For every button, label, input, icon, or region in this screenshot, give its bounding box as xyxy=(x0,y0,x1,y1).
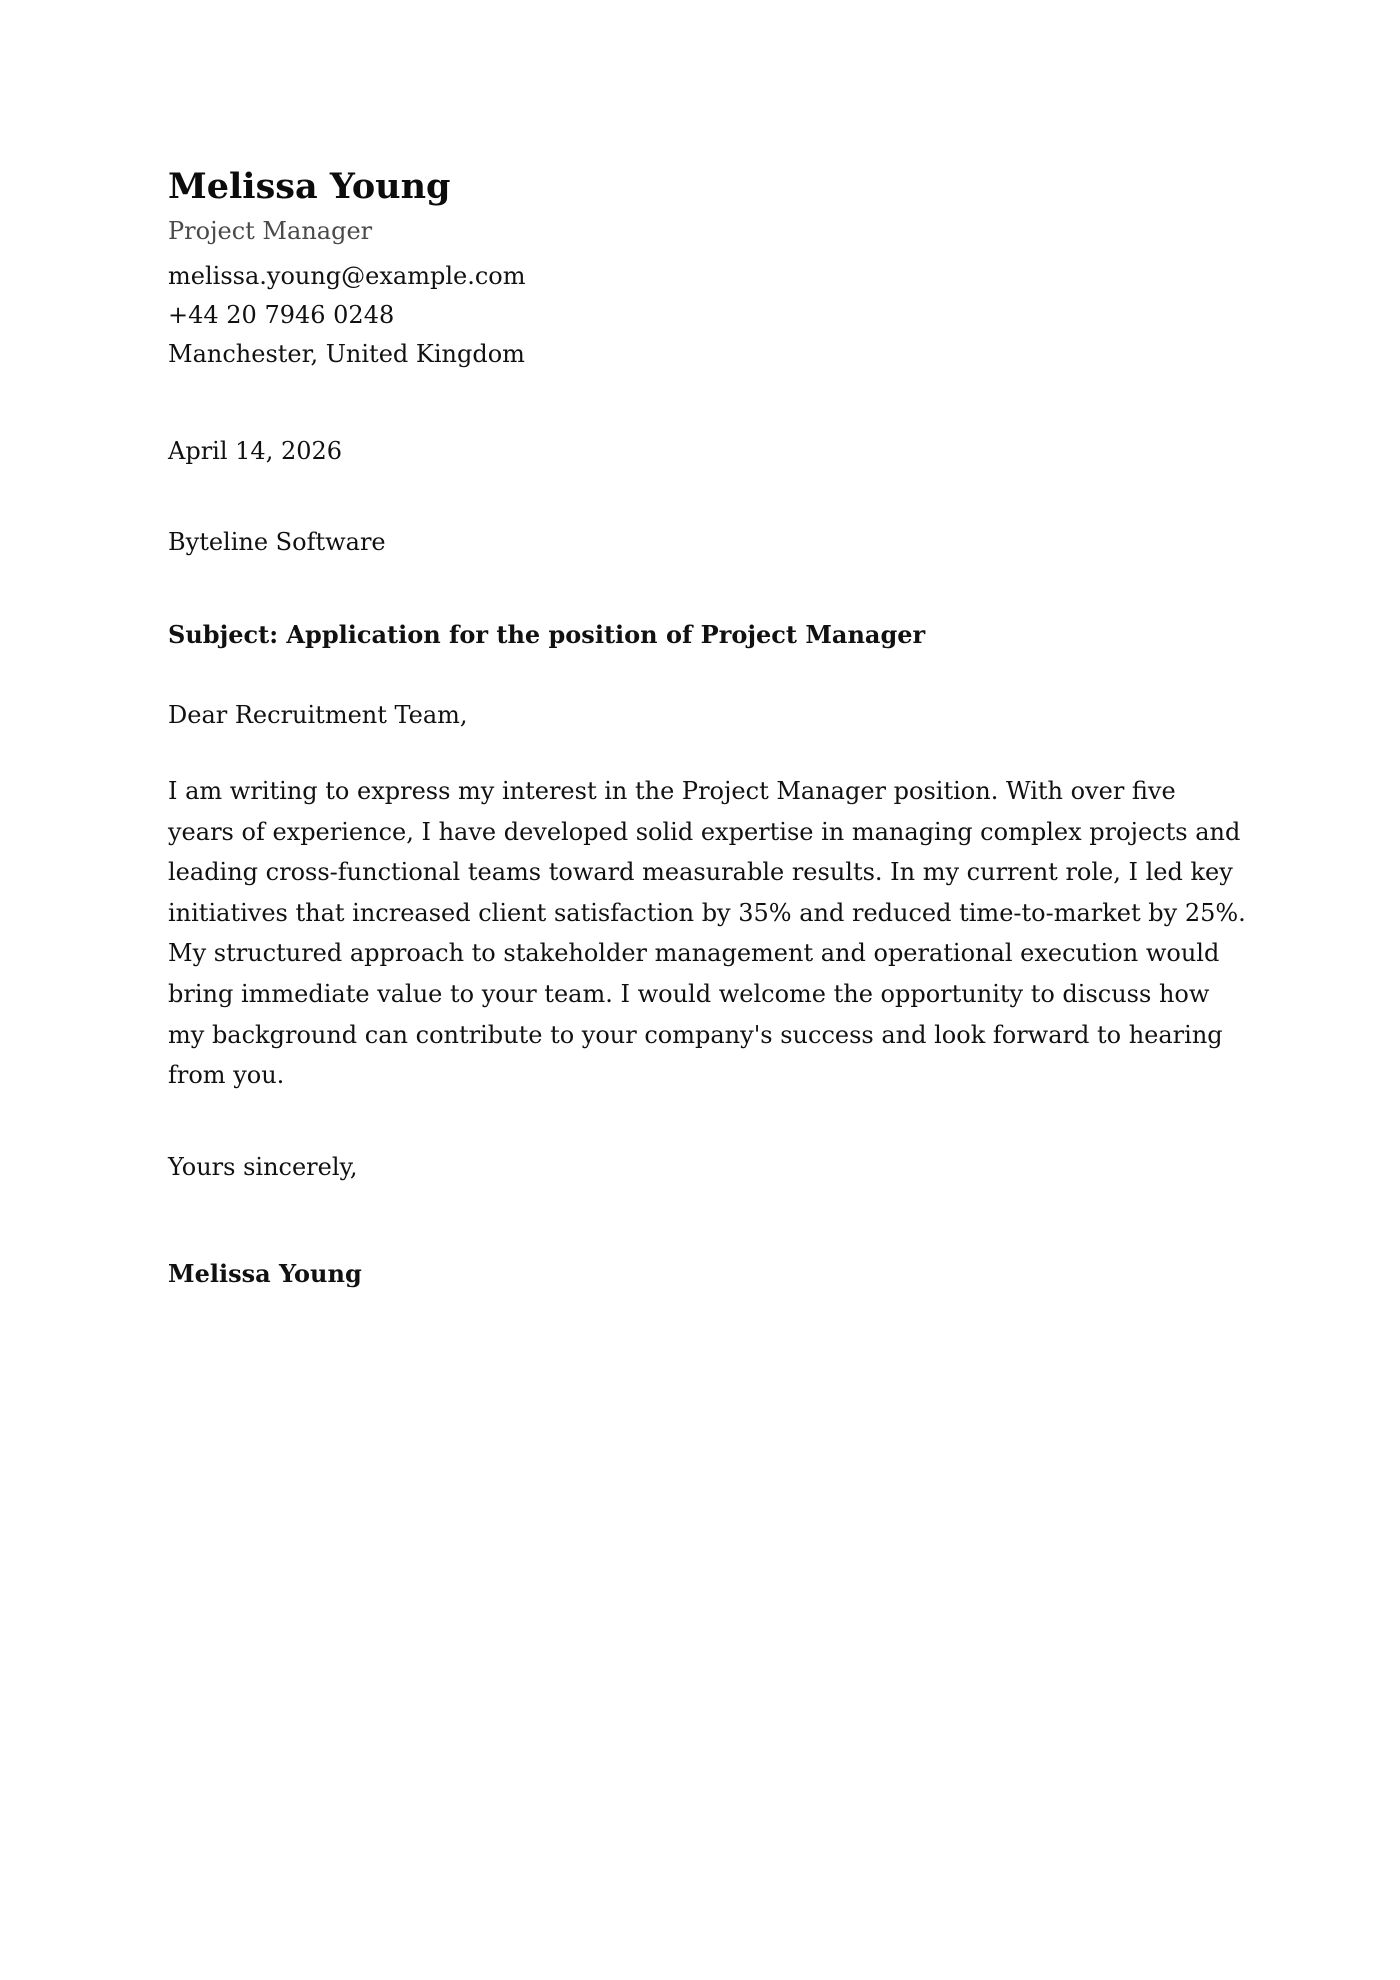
sender-name: Melissa Young xyxy=(168,166,451,207)
letter-date: April 14, 2026 xyxy=(168,437,343,466)
sender-location: Manchester, United Kingdom xyxy=(168,340,525,369)
recipient-company: Byteline Software xyxy=(168,528,386,557)
sender-email: melissa.young@example.com xyxy=(168,262,526,291)
sender-header xyxy=(168,166,1248,374)
letter-subject: Subject: Application for the position of Project Manager xyxy=(168,619,926,649)
sender-contact-block xyxy=(168,257,1248,374)
sender-job-title: Project Manager xyxy=(168,217,373,245)
sender-phone: +44 20 7946 0248 xyxy=(168,301,395,330)
letter-greeting: Dear Recruitment Team, xyxy=(168,700,468,729)
letter-signature: Melissa Young xyxy=(168,1258,362,1288)
letter-body: I am writing to express my interest in the Project Manager position. With over five years of experience, I have developed solid expertise in managing complex projects and leading cross-functional teams toward measurable results. In my current role, I led key initiatives that increased client satisfaction by 35% and reduced time-to-market by 25%. My structured approach to stakeholder management and operational execution would bring immediate value to your team. I would welcome the opportunity to discuss how my background can contribute to your company's success and look forward to hearing from you. xyxy=(168,776,1246,1090)
letter-closing: Yours sincerely, xyxy=(168,1152,358,1181)
cover-letter-page xyxy=(168,166,1248,1289)
